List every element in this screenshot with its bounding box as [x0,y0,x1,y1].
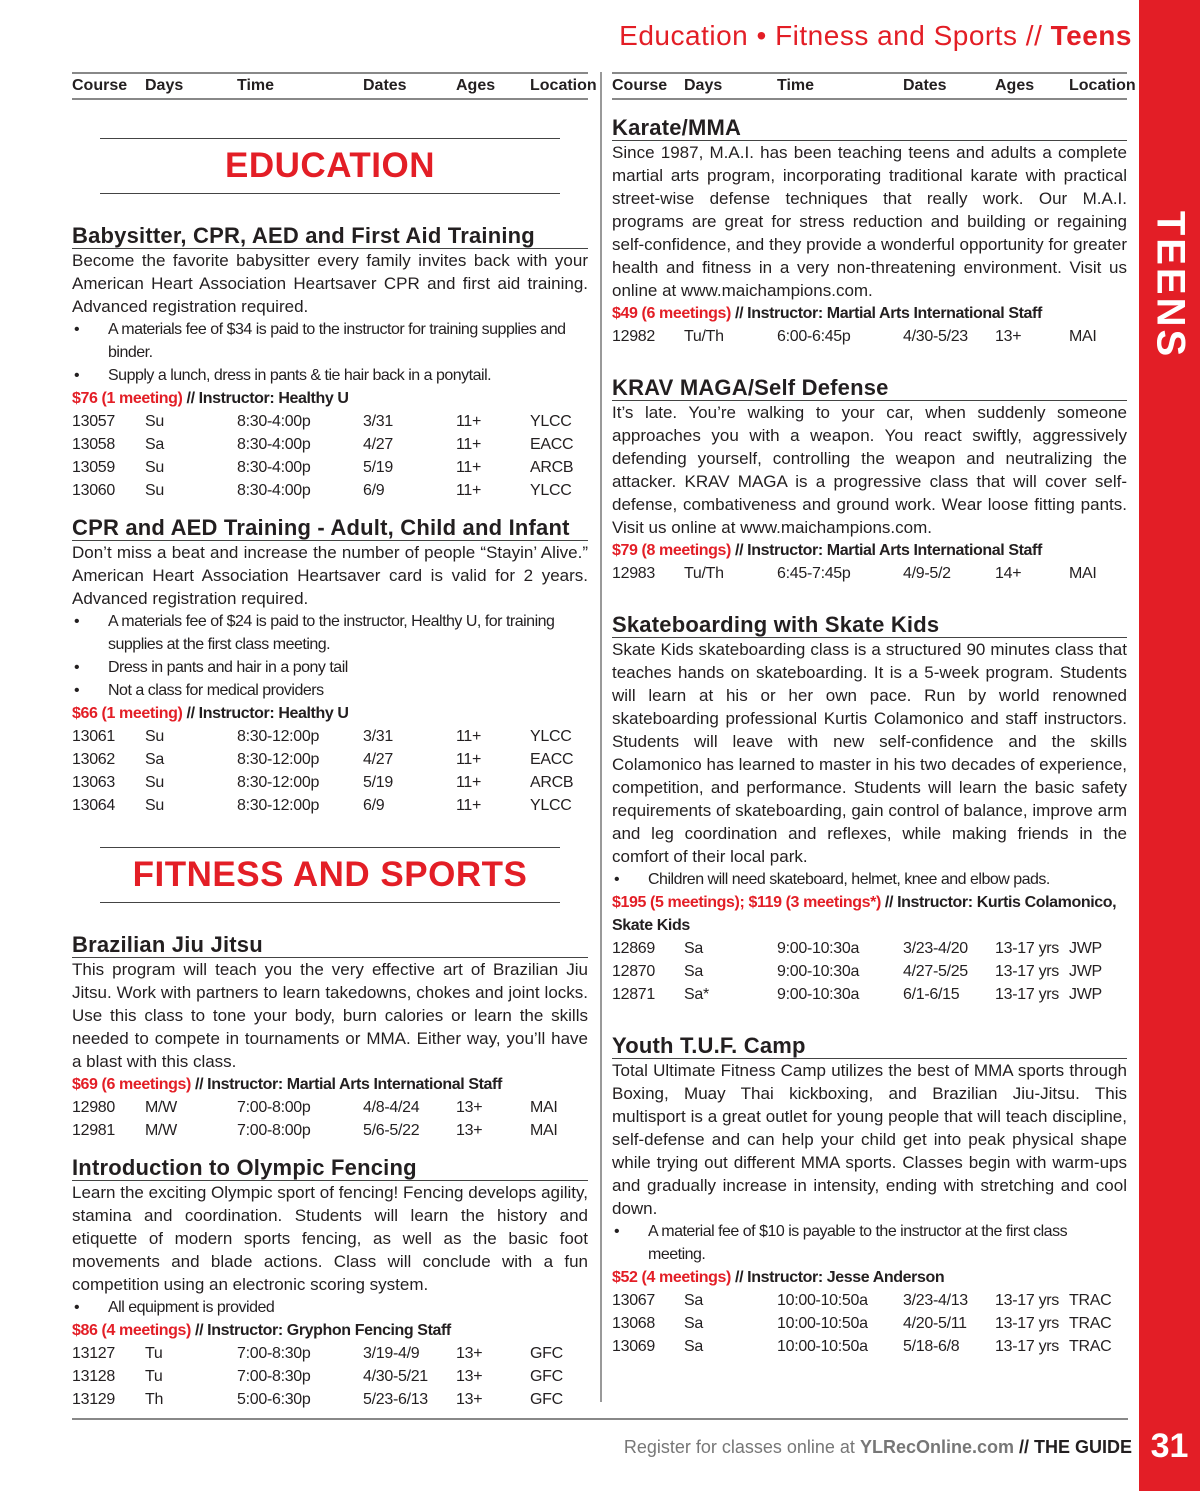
col-head-course: Course [612,77,668,94]
session-row [72,1388,588,1411]
course-notes [72,1296,588,1319]
course-title: CPR and AED Training - Adult, Child and Infant [72,516,588,541]
course-notes [612,1220,1127,1266]
header-sections: Education • Fitness and Sports // [619,20,1051,51]
session-location: GFC [530,1345,563,1362]
course-instructor: // Instructor: Gryphon Fencing Staff [190,1322,451,1339]
session-ages: 13-17 yrs [995,1292,1059,1309]
session-course-number[interactable]: 13057 [72,413,115,430]
session-ages: 13+ [456,1345,483,1362]
session-ages: 13+ [456,1122,483,1139]
course-note: • All equipment is provided [72,1296,588,1319]
session-dates: 5/19 [363,459,393,476]
col-head-dates: Dates [903,77,947,94]
course-title: KRAV MAGA/Self Defense [612,376,1127,401]
course-block [72,933,588,1142]
course-instructor: // Instructor: Martial Arts International Staff [730,542,1042,559]
footer-prefix: Register for classes online at [623,1437,860,1457]
session-time: 10:00-10:50a [777,1338,868,1355]
page-header [619,20,1132,52]
session-row [72,1342,588,1365]
session-time: 8:30-4:00p [237,482,311,499]
session-location: ARCB [530,459,574,476]
course-fee-line [612,539,1127,562]
session-location: MAI [1069,328,1097,345]
session-dates: 5/6-5/22 [363,1122,420,1139]
session-time: 7:00-8:00p [237,1099,311,1116]
course-note: • Children will need skateboard, helmet, knee and elbow pads. [612,868,1127,891]
col-head-location: Location [530,77,597,94]
session-row [72,794,588,817]
session-time: 6:00-6:45p [777,328,851,345]
column-divider [600,72,602,1402]
session-time: 8:30-4:00p [237,436,311,453]
footer-site-link[interactable]: YLRecOnline.com [859,1437,1014,1457]
course-title: Babysitter, CPR, AED and First Aid Training [72,224,588,249]
session-location: MAI [530,1122,558,1139]
session-ages: 11+ [456,774,482,791]
session-ages: 13-17 yrs [995,1338,1059,1355]
course-fee-line [612,302,1127,325]
left-column-header [72,72,597,100]
education-courses [72,224,588,817]
session-course-number[interactable]: 13060 [72,482,115,499]
session-ages: 13+ [456,1391,483,1408]
course-description: This program will teach you the very effective art of Brazilian Jiu Jitsu. Work with partners to learn takedowns, chokes and joint locks. Use this class to tone your body, burn calories or learn the skills needed to compete in tournaments or MMA. Either way, you’ll have a blast with this class. [72,960,588,1071]
course-title: Karate/MMA [612,116,1127,141]
course-fee-line [72,1319,588,1342]
course-fee-line [72,702,588,725]
course-description: Learn the exciting Olympic sport of fencing! Fencing develops agility, stamina and coordination. Students will learn the history and etiquette of modern sports fencing, as well as the basic foot movements and blade actions. Class will conclude with a fun competition using an electronic scoring system. [72,1183,588,1294]
session-course-number[interactable]: 12869 [612,940,655,957]
session-ages: 13-17 yrs [995,963,1059,980]
session-dates: 4/30-5/23 [903,328,968,345]
course-title: Skateboarding with Skate Kids [612,613,1127,638]
session-days: Su [145,413,164,430]
session-time: 8:30-4:00p [237,413,311,430]
course-note: • A materials fee of $34 is paid to the instructor for training supplies and binder. [72,318,588,364]
session-time: 7:00-8:30p [237,1345,311,1362]
session-days: M/W [145,1122,177,1139]
right-courses [612,116,1127,1358]
course-price: $86 (4 meetings) [72,1322,191,1339]
session-ages: 13+ [995,328,1022,345]
session-days: Tu [145,1345,163,1362]
session-time: 10:00-10:50a [777,1292,868,1309]
session-dates: 4/27 [363,751,393,768]
session-days: Tu/Th [684,328,724,345]
session-location: YLCC [530,482,572,499]
session-dates: 4/20-5/11 [903,1315,967,1332]
session-time: 9:00-10:30a [777,940,860,957]
course-block [612,376,1127,585]
session-ages: 13-17 yrs [995,1315,1059,1332]
session-row [72,725,588,748]
session-row [72,433,588,456]
course-price: $195 (5 meetings); $119 (3 meetings*) [612,894,881,911]
left-column [72,72,597,1411]
session-table [612,1289,1127,1358]
session-course-number[interactable]: 12981 [72,1122,115,1139]
session-dates: 4/27 [363,436,393,453]
session-time: 8:30-4:00p [237,459,311,476]
session-ages: 13+ [456,1099,483,1116]
session-location: MAI [530,1099,558,1116]
session-row [72,771,588,794]
session-location: GFC [530,1368,563,1385]
session-time: 7:00-8:00p [237,1122,311,1139]
course-price: $79 (8 meetings) [612,542,731,559]
session-ages: 11+ [456,482,482,499]
course-price: $52 (4 meetings) [612,1269,731,1286]
course-note: • Supply a lunch, dress in pants & tie hair back in a ponytail. [72,364,588,387]
course-block [72,1156,588,1411]
course-note: • Not a class for medical providers [72,679,588,702]
course-instructor: // Instructor: Jesse Anderson [730,1269,945,1286]
session-course-number[interactable]: 12870 [612,963,655,980]
col-head-dates: Dates [363,77,407,94]
session-location: JWP [1069,940,1102,957]
header-audience: Teens [1050,20,1132,51]
session-dates: 4/30-5/21 [363,1368,428,1385]
session-dates: 5/23-6/13 [363,1391,428,1408]
course-title: Brazilian Jiu Jitsu [72,933,588,958]
course-note: • Dress in pants and hair in a pony tail [72,656,588,679]
footer [624,1437,1132,1458]
session-location: ARCB [530,774,574,791]
session-course-number[interactable]: 12980 [72,1099,115,1116]
session-ages: 14+ [995,565,1022,582]
session-dates: 3/19-4/9 [363,1345,420,1362]
session-dates: 4/9-5/2 [903,565,951,582]
session-time: 8:30-12:00p [237,774,320,791]
session-course-number[interactable]: 12982 [612,328,655,345]
session-course-number[interactable]: 13062 [72,751,115,768]
course-instructor: // Instructor: Healthy U [182,705,349,722]
session-location: EACC [530,436,574,453]
session-days: Sa [684,1315,703,1332]
session-ages: 11+ [456,413,482,430]
session-days: Tu/Th [684,565,724,582]
session-row [72,1365,588,1388]
session-table [72,410,588,502]
session-dates: 5/19 [363,774,393,791]
session-dates: 3/23-4/20 [903,940,968,957]
page-number: 31 [1150,1427,1189,1465]
session-row [612,1335,1127,1358]
session-location: YLCC [530,413,572,430]
col-head-days: Days [145,77,184,94]
course-price: $66 (1 meeting) [72,705,183,722]
course-block [612,1034,1127,1358]
session-dates: 6/1-6/15 [903,986,960,1003]
session-course-number[interactable]: 13063 [72,774,115,791]
session-dates: 3/31 [363,413,393,430]
course-fee-line [72,387,588,410]
session-course-number[interactable]: 12871 [612,986,655,1003]
course-description: It’s late. You’re walking to your car, when suddenly someone approaches you with a weapon. You react swiftly, aggressively defending yourself, controlling the weapon and neutralizing the attacker. KRAV MAGA is a progressive class that will cover self-defense, combativeness and ground work. Wear loose fitting pants. Visit us online at www.maichampions.com. [612,403,1127,537]
session-time: 7:00-8:30p [237,1368,311,1385]
session-days: Th [145,1391,164,1408]
col-head-ages: Ages [995,77,1035,94]
col-head-days: Days [684,77,723,94]
right-column [612,72,1136,1358]
session-days: Sa [145,751,164,768]
course-instructor: // Instructor: Martial Arts International Staff [190,1076,502,1093]
session-row [612,937,1127,960]
session-dates: 6/9 [363,797,385,814]
session-ages: 11+ [456,459,482,476]
course-block [72,224,588,502]
course-block [612,613,1127,1006]
col-head-time: Time [237,77,275,94]
session-time: 10:00-10:50a [777,1315,868,1332]
session-course-number[interactable]: 13059 [72,459,115,476]
session-days: Su [145,482,164,499]
session-table [72,1096,588,1142]
session-row [612,1289,1127,1312]
side-tab [1139,0,1200,1491]
session-row [612,983,1127,1006]
session-ages: 11+ [456,797,482,814]
course-price: $76 (1 meeting) [72,390,183,407]
session-course-number[interactable]: 13064 [72,797,115,814]
session-location: JWP [1069,963,1102,980]
session-course-number[interactable]: 13129 [72,1391,115,1408]
course-block [612,116,1127,348]
session-course-number[interactable]: 13127 [72,1345,115,1362]
col-head-course: Course [72,77,128,94]
course-title: Youth T.U.F. Camp [612,1034,1127,1059]
session-row [612,1312,1127,1335]
course-fee-line [612,891,1127,937]
course-description: Become the favorite babysitter every family invites back with your American Heart Association Heartsaver CPR and first aid training. Advanced registration required. [72,251,588,316]
session-time: 5:00-6:30p [237,1391,311,1408]
session-location: YLCC [530,797,572,814]
fitness-courses [72,933,588,1411]
session-days: M/W [145,1099,177,1116]
session-location: TRAC [1069,1338,1112,1355]
session-ages: 11+ [456,751,482,768]
session-table [612,937,1127,1006]
session-ages: 13-17 yrs [995,940,1059,957]
session-course-number[interactable]: 12983 [612,565,655,582]
session-table [612,562,1127,585]
course-title: Introduction to Olympic Fencing [72,1156,588,1181]
footer-guide: // THE GUIDE [1013,1437,1132,1457]
col-head-location: Location [1069,77,1136,94]
session-course-number[interactable]: 13067 [612,1292,655,1309]
course-notes [612,868,1127,891]
course-description: Don’t miss a beat and increase the number of people “Stayin’ Alive.” American Heart Association Heartsaver card is valid for 2 years. Advanced registration required. [72,543,588,608]
session-course-number[interactable]: 13061 [72,728,115,745]
education-banner [100,138,560,194]
course-block [72,516,588,817]
course-note: • A materials fee of $24 is paid to the instructor, Healthy U, for training supplies at the first class meeting. [72,610,588,656]
session-time: 8:30-12:00p [237,751,320,768]
session-days: Sa [684,940,703,957]
session-days: Sa [684,963,703,980]
course-price: $69 (6 meetings) [72,1076,191,1093]
course-fee-line [72,1073,588,1096]
session-days: Su [145,728,164,745]
col-head-ages: Ages [456,77,496,94]
session-course-number[interactable]: 13128 [72,1368,115,1385]
session-location: YLCC [530,728,572,745]
session-ages: 13-17 yrs [995,986,1059,1003]
course-description: Total Ultimate Fitness Camp utilizes the best of MMA sports through Boxing, Muay Thai kickboxing, and Brazilian Jiu-Jitsu. This multisport is a great outlet for young people that will teach discipline, self-defense and can help your child get into peak physical shape while trying out different MMA sports. Classes begin with warm-ups and gradually increase in intensity, ending with stretching and cool down. [612,1061,1127,1218]
session-days: Sa [684,1338,703,1355]
session-row [72,456,588,479]
col-head-time: Time [777,77,815,94]
session-row [72,748,588,771]
session-location: TRAC [1069,1292,1112,1309]
session-days: Sa [145,436,164,453]
session-table [612,325,1127,348]
session-location: JWP [1069,986,1102,1003]
session-row [72,410,588,433]
session-days: Su [145,797,164,814]
session-days: Su [145,774,164,791]
session-location: EACC [530,751,574,768]
session-days: Su [145,459,164,476]
course-instructor: // Instructor: Kurtis Colamonico, Skate Kids [612,894,1117,934]
session-course-number[interactable]: 13069 [612,1338,655,1355]
session-row [612,960,1127,983]
session-ages: 13+ [456,1368,483,1385]
session-ages: 11+ [456,436,482,453]
session-time: 9:00-10:30a [777,963,860,980]
course-instructor: // Instructor: Martial Arts International Staff [730,305,1042,322]
session-row [612,325,1127,348]
fitness-banner [100,847,560,903]
course-note: • A material fee of $10 is payable to the instructor at the first class meeting. [612,1220,1127,1266]
session-ages: 11+ [456,728,482,745]
session-location: MAI [1069,565,1097,582]
session-time: 6:45-7:45p [777,565,851,582]
session-table [72,1342,588,1411]
course-description: Skate Kids skateboarding class is a structured 90 minutes class that teaches hands on skateboarding. It is a 5-week program. Students will learn at his or her own pace. Run by world renowned skateboarding professional Kurtis Colamonico and staff instructors. Students will leave with new self-confidence and the skills Colamonico has learned to master in his two decades of experience, competition, and performance. Students will learn the basic safety requirements of skateboarding, gain control of balance, improve arm and leg coordination and reflexes, while making friends in the comfort of their local park. [612,640,1128,866]
session-dates: 4/8-4/24 [363,1099,420,1116]
course-description: Since 1987, M.A.I. has been teaching teens and adults a complete martial arts program, incorporating traditional karate with practical street-wise defense techniques that really work. Our M.A.I. programs are great for stress reduction and building or regaining self-confidence, and they provide a wonderful opportunity for greater health and fitness in a very non-threatening environment. Visit us online at www.maichampions.com. [612,143,1127,300]
right-column-header [612,72,1136,100]
session-course-number[interactable]: 13068 [612,1315,655,1332]
session-days: Sa [684,1292,703,1309]
session-time: 8:30-12:00p [237,728,320,745]
session-days: Tu [145,1368,163,1385]
session-row [72,1119,588,1142]
session-table [72,725,588,817]
side-tab-label: TEENS [1148,210,1192,360]
session-location: GFC [530,1391,563,1408]
session-row [612,562,1127,585]
course-fee-line [612,1266,1127,1289]
footer-rule [72,1418,1128,1420]
session-days: Sa* [684,986,709,1003]
session-dates: 5/18-6/8 [903,1338,960,1355]
session-dates: 3/23-4/13 [903,1292,968,1309]
fitness-heading: FITNESS AND SPORTS [132,855,528,894]
session-row [72,1096,588,1119]
session-dates: 6/9 [363,482,385,499]
session-row [72,479,588,502]
course-notes [72,610,588,702]
course-price: $49 (6 meetings) [612,305,731,322]
session-time: 9:00-10:30a [777,986,860,1003]
session-time: 8:30-12:00p [237,797,320,814]
course-instructor: // Instructor: Healthy U [182,390,349,407]
education-heading: EDUCATION [225,146,435,185]
session-location: TRAC [1069,1315,1112,1332]
session-dates: 3/31 [363,728,393,745]
session-dates: 4/27-5/25 [903,963,968,980]
course-notes [72,318,588,387]
session-course-number[interactable]: 13058 [72,436,115,453]
